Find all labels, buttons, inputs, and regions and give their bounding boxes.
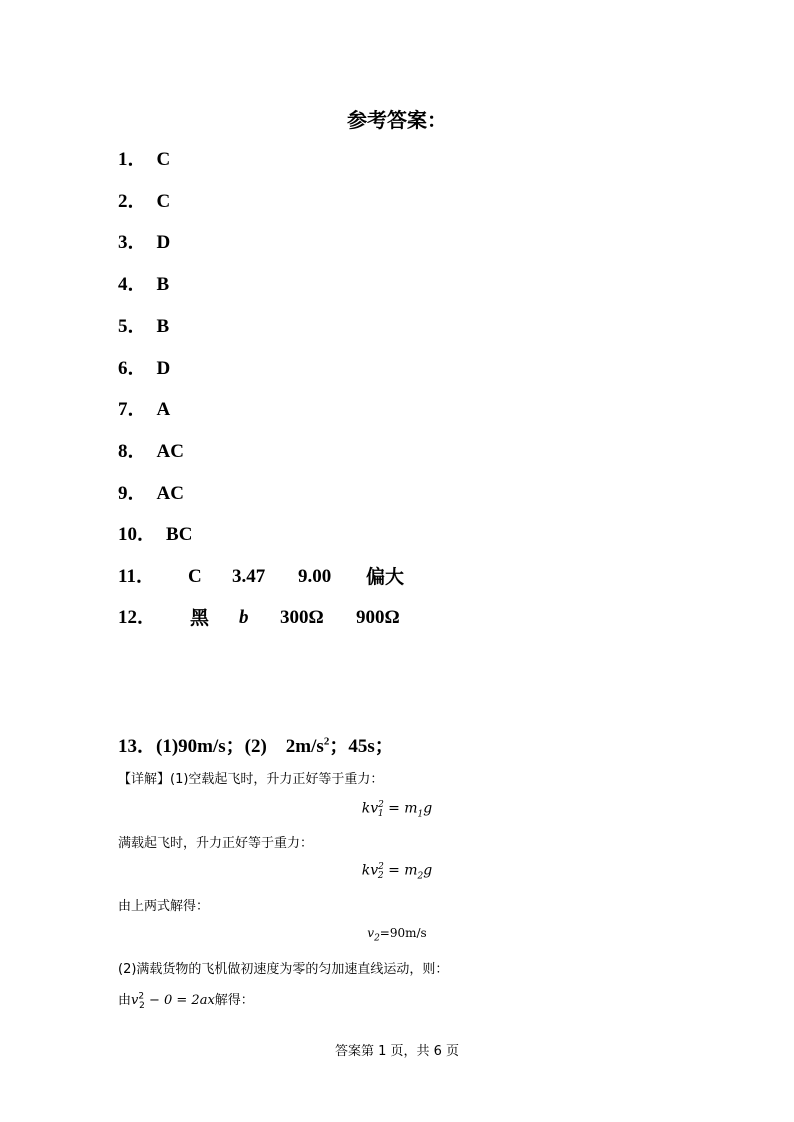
answer-number: 3． [118,232,147,253]
answer-value: C [156,149,171,170]
answer-value: B [156,274,170,295]
detail-tag: 【详解】 [118,772,171,787]
detail-line-5-equation: − 0 = 2ax [144,993,215,1008]
formula-3-var: v [367,926,375,940]
question-12-blank-1: 黑 [190,607,210,629]
formula-2-sup: 2 [378,862,384,872]
detail-line-5-suffix: 解得： [214,993,254,1008]
answer-row [118,357,170,381]
question-13-heading-superscript: 2 [323,735,330,748]
answer-number: 5． [118,316,147,337]
formula-3-sub: 2 [374,933,380,944]
formula-3 [0,926,794,943]
page-footer: 答案第 1 页，共 6 页 [334,1044,460,1059]
page-title: 参考答案： [347,108,447,132]
answer-value: B [156,316,170,337]
detail-line-5-var: v [131,993,139,1008]
detail-line-5-sup: 2 [138,991,145,1002]
question-11-number: 11． [118,566,155,587]
answer-number: 9． [118,483,147,504]
answer-number: 2． [118,191,147,212]
answer-row [118,273,169,297]
detail-line-1-text: (1)空载起飞时，升力正好等于重力： [170,772,384,787]
formula-1-rhs: = m [383,800,418,817]
answer-number: 4． [118,274,147,295]
answer-value: AC [156,441,184,462]
detail-line-1 [118,768,383,787]
formula-2-sub: 2 [377,871,384,882]
question-11-blank-2: 3.47 [232,566,266,587]
answer-value: D [156,232,171,253]
formula-1-lhs: kv [361,800,379,817]
question-12-blank-4: 900Ω [356,607,400,628]
formula-1-rhs-sub: 1 [417,809,424,820]
detail-line-5-prefix: 由 [118,993,132,1008]
answer-value: D [156,358,171,379]
answer-row [118,231,170,255]
answer-number: 7． [118,399,147,420]
formula-2-rhs-end: g [423,862,433,879]
answer-row [118,523,192,547]
answer-value: AC [156,483,184,504]
answer-number: 10． [118,524,157,545]
question-11-row [118,565,405,589]
question-12-blank-2: b [239,607,249,628]
formula-1-sup: 2 [378,800,384,810]
answer-value: C [156,191,171,212]
question-13-heading-suffix: ；45s； [329,736,394,757]
formula-2-rhs: = m [383,862,418,879]
formula-2 [0,862,794,881]
answer-row [118,190,170,214]
answer-value: BC [166,524,193,545]
detail-line-5-sub: 2 [139,1000,145,1011]
formula-2-lhs: kv [361,862,379,879]
formula-1-rhs-end: g [423,800,433,817]
answer-row [118,148,170,172]
formula-2-rhs-sub: 2 [417,871,424,882]
question-12-number: 12． [118,607,157,628]
question-12-blank-3: 300Ω [280,607,324,628]
question-11-blank-4: 偏大 [366,566,405,588]
detail-line-5 [118,989,254,1011]
detail-line-2: 满载起飞时，升力正好等于重力： [118,836,314,851]
answer-number: 8． [118,441,147,462]
answer-value: A [156,399,171,420]
detail-line-3: 由上两式解得： [118,899,210,914]
answer-number: 6． [118,358,147,379]
answer-row [118,440,184,464]
answer-row [118,398,170,422]
question-13-heading [118,731,394,758]
formula-1-sub: 1 [377,809,384,820]
detail-line-4: (2)满载货物的飞机做初速度为零的匀加速直线运动，则： [118,962,449,977]
question-13-heading-prefix: 13．(1)90m/s；(2) 2m/s [118,736,324,757]
question-11-blank-3: 9.00 [298,566,332,587]
answer-row [118,482,184,506]
answer-row [118,315,169,339]
formula-3-rest: =90m/s [379,926,427,940]
question-12-row [118,606,400,630]
formula-1 [0,800,794,819]
question-11-blank-1: C [188,566,202,587]
answer-number: 1． [118,149,147,170]
